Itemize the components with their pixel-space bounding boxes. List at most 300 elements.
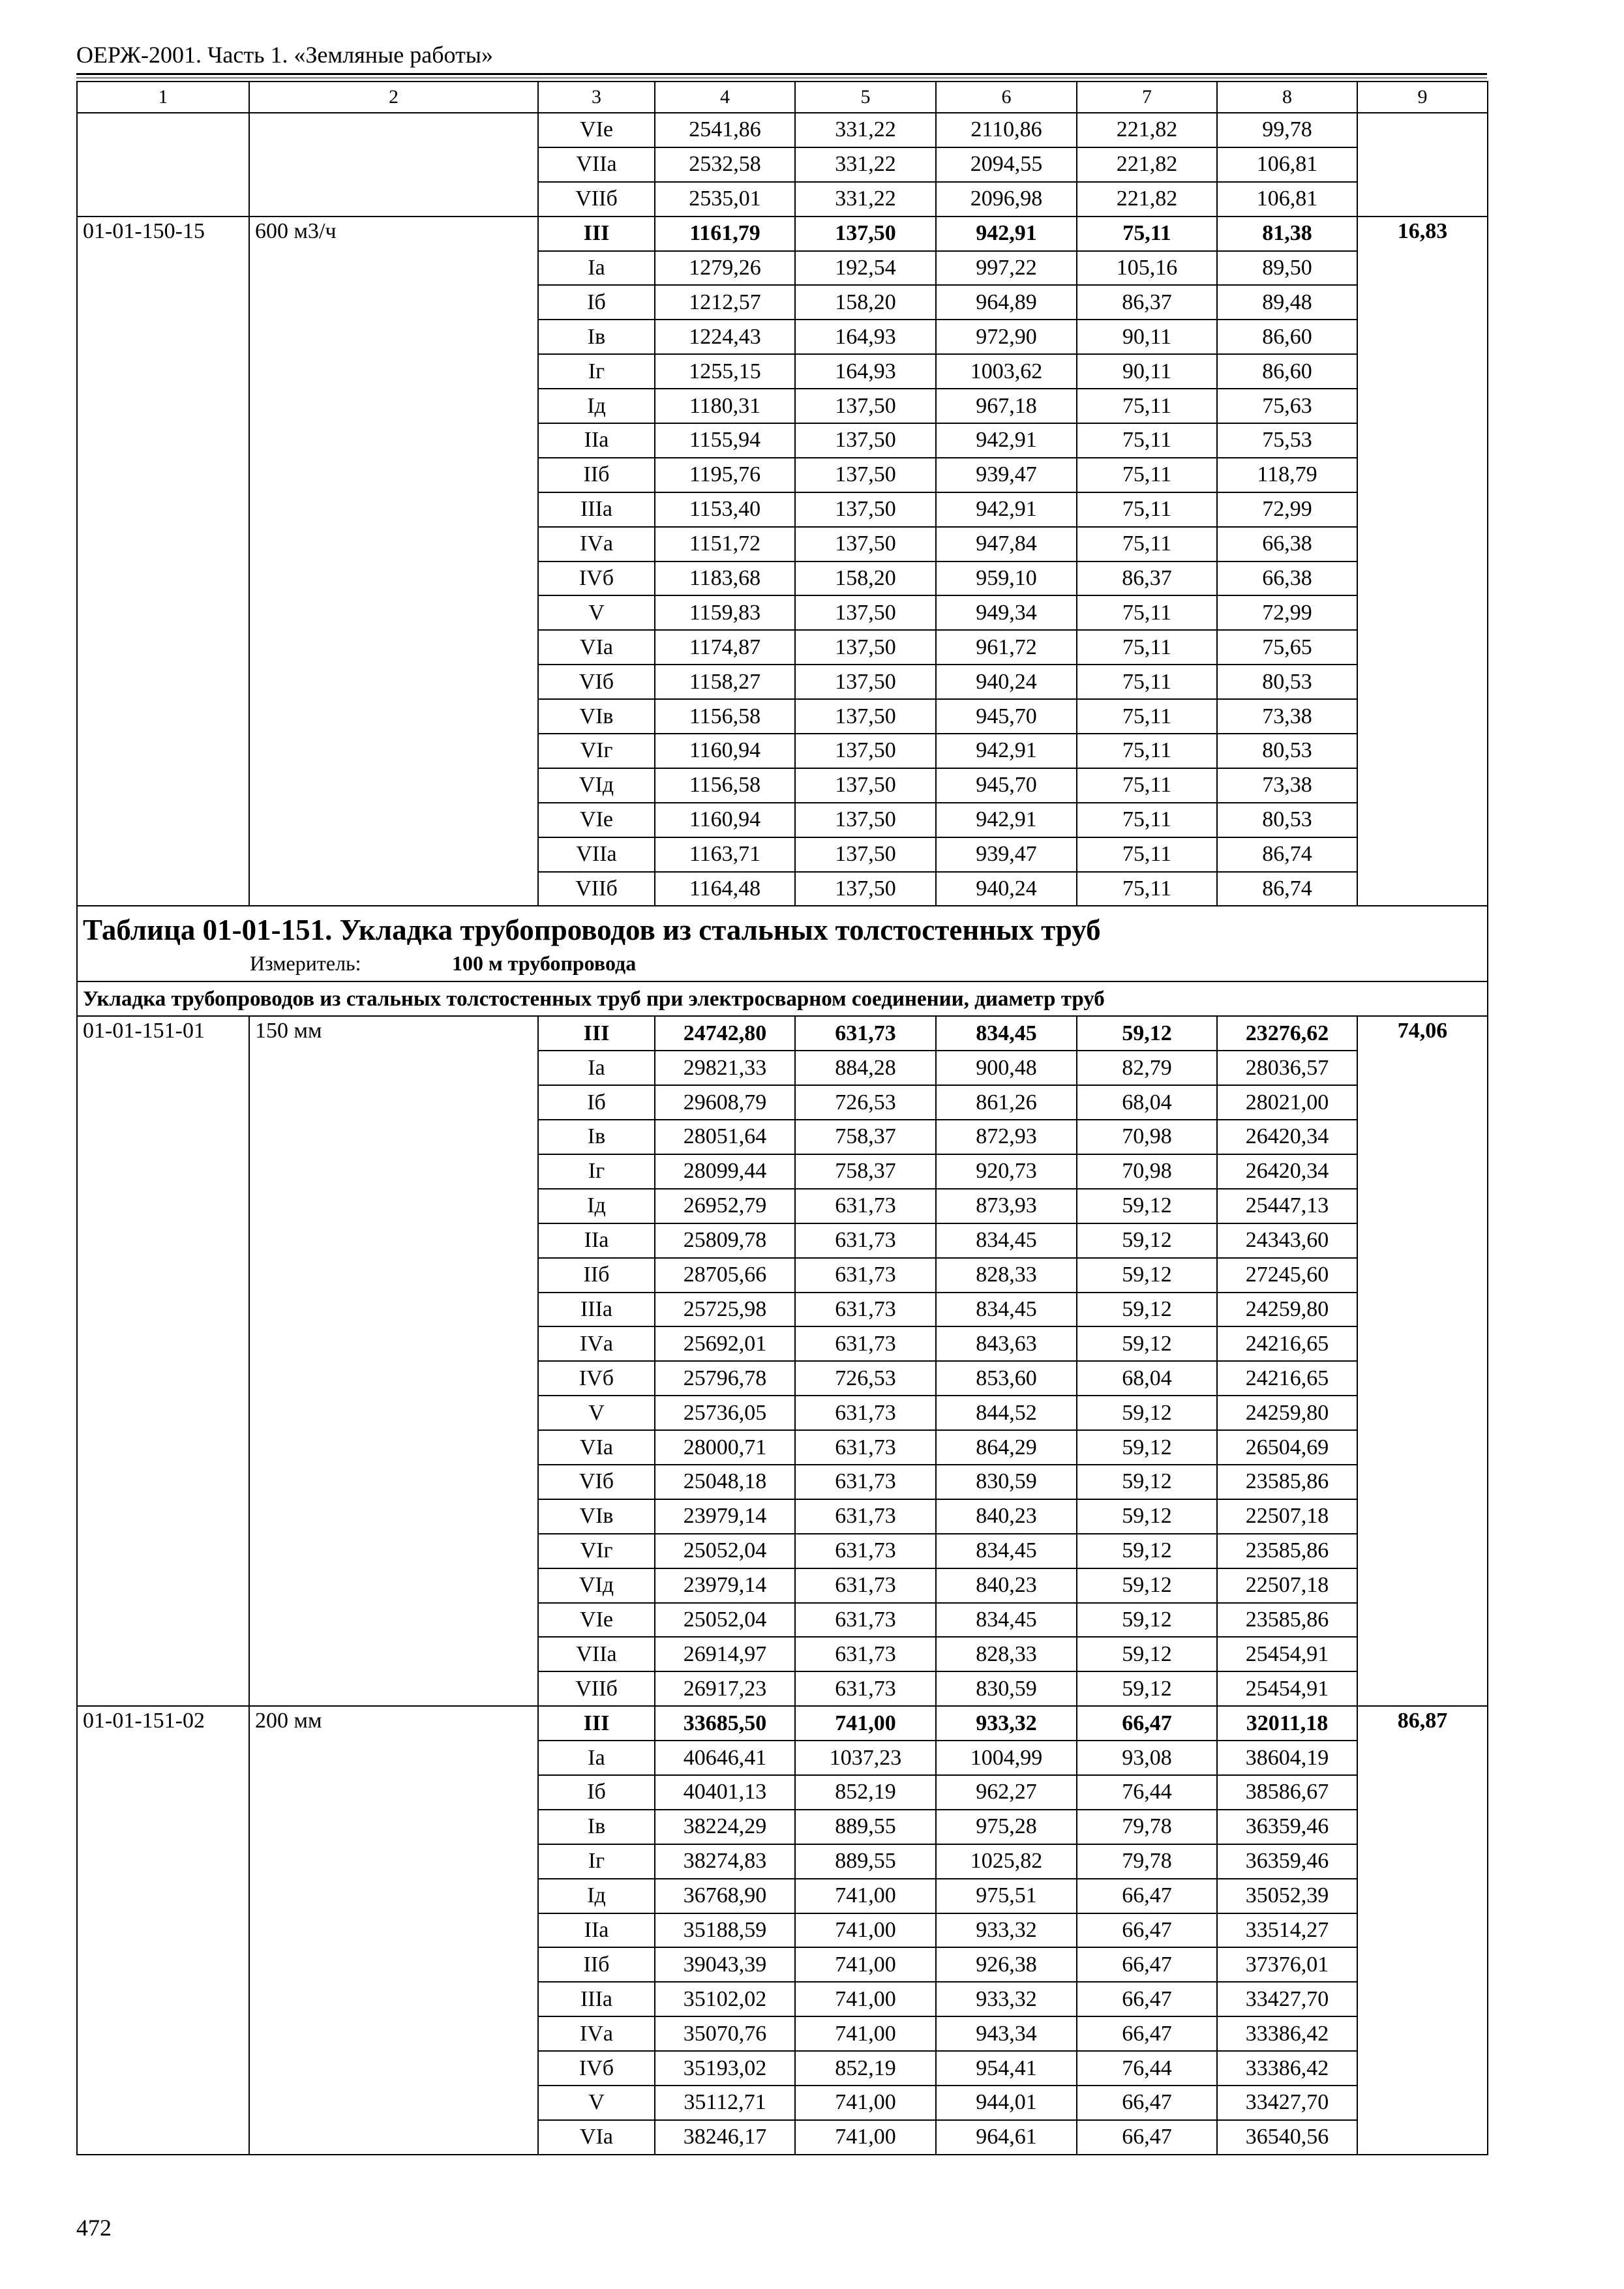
rate-code: [77, 1603, 249, 1638]
value-cell: 945,70: [936, 699, 1077, 734]
value-cell: 25447,13: [1217, 1189, 1357, 1223]
value-cell: 959,10: [936, 561, 1077, 596]
value-cell: 221,82: [1077, 182, 1217, 217]
value-cell: 972,90: [936, 320, 1077, 354]
column-number: 8: [1217, 82, 1357, 113]
value-cell: 59,12: [1077, 1016, 1217, 1051]
rate-name: [249, 561, 538, 596]
value-cell: 75,11: [1077, 630, 1217, 665]
value-cell: 25052,04: [655, 1534, 795, 1568]
price-zone: VIв: [538, 1499, 655, 1534]
table-row: [77, 1671, 1488, 1706]
value-cell: 79,78: [1077, 1810, 1217, 1844]
rate-code: [77, 734, 249, 768]
value-cell: 852,19: [795, 2051, 936, 2086]
value-cell: 26952,79: [655, 1189, 795, 1223]
value-cell: 1004,99: [936, 1741, 1077, 1775]
value-cell: 828,33: [936, 1637, 1077, 1671]
table-row: [77, 1223, 1488, 1258]
value-cell: 975,28: [936, 1810, 1077, 1844]
rate-name: [249, 1396, 538, 1430]
rate-name: [249, 734, 538, 768]
labor-cost: [1357, 872, 1488, 906]
value-cell: 137,50: [795, 768, 936, 803]
labor-cost: [1357, 768, 1488, 803]
value-cell: 80,53: [1217, 734, 1357, 768]
value-cell: 25454,91: [1217, 1671, 1357, 1706]
price-zone: VIа: [538, 1430, 655, 1465]
value-cell: 741,00: [795, 1947, 936, 1982]
rate-name: [249, 1568, 538, 1603]
header-rule: [76, 73, 1487, 75]
value-cell: 1183,68: [655, 561, 795, 596]
page-header-title: ОЕРЖ-2001. Часть 1. «Земляные работы»: [76, 42, 493, 68]
value-cell: 106,81: [1217, 147, 1357, 182]
value-cell: 1003,62: [936, 354, 1077, 389]
value-cell: 741,00: [795, 2016, 936, 2051]
value-cell: 93,08: [1077, 1741, 1217, 1775]
price-zone: IIб: [538, 458, 655, 492]
rate-name: [249, 803, 538, 837]
table-row: [77, 1120, 1488, 1154]
labor-cost: 86,87: [1357, 1706, 1488, 1741]
rate-code: [77, 492, 249, 527]
rate-code: [77, 1671, 249, 1706]
value-cell: 70,98: [1077, 1120, 1217, 1154]
rate-code: [77, 595, 249, 630]
column-number: 5: [795, 82, 936, 113]
value-cell: 137,50: [795, 492, 936, 527]
value-cell: 32011,18: [1217, 1706, 1357, 1741]
value-cell: 1158,27: [655, 665, 795, 699]
value-cell: 35188,59: [655, 1913, 795, 1948]
value-cell: 933,32: [936, 1706, 1077, 1741]
rate-code: [77, 458, 249, 492]
rate-name: [249, 113, 538, 147]
value-cell: 741,00: [795, 1879, 936, 1913]
rate-code: [77, 803, 249, 837]
value-cell: 1156,58: [655, 699, 795, 734]
rate-code: [77, 1326, 249, 1361]
labor-cost: [1357, 527, 1488, 561]
rate-name: [249, 1775, 538, 1810]
value-cell: 920,73: [936, 1154, 1077, 1189]
value-cell: 137,50: [795, 458, 936, 492]
value-cell: 741,00: [795, 1706, 936, 1741]
labor-cost: [1357, 458, 1488, 492]
labor-cost: [1357, 1258, 1488, 1293]
rate-code: [77, 1085, 249, 1120]
price-zone: Iв: [538, 320, 655, 354]
rate-code: [77, 1120, 249, 1154]
table-row: [77, 1465, 1488, 1499]
price-zone: Iб: [538, 1085, 655, 1120]
value-cell: 28705,66: [655, 1258, 795, 1293]
table-row: [77, 595, 1488, 630]
value-cell: 1180,31: [655, 389, 795, 423]
value-cell: 59,12: [1077, 1671, 1217, 1706]
rate-code: [77, 872, 249, 906]
table-row: [77, 354, 1488, 389]
value-cell: 59,12: [1077, 1499, 1217, 1534]
value-cell: 1155,94: [655, 423, 795, 458]
rate-name: [249, 1844, 538, 1879]
rate-name: [249, 1465, 538, 1499]
value-cell: 939,47: [936, 458, 1077, 492]
value-cell: 59,12: [1077, 1189, 1217, 1223]
table-row: [77, 1361, 1488, 1396]
value-cell: 975,51: [936, 1879, 1077, 1913]
rate-name: [249, 699, 538, 734]
value-cell: 942,91: [936, 423, 1077, 458]
table-row: [77, 527, 1488, 561]
column-number: 1: [77, 82, 249, 113]
value-cell: 22507,18: [1217, 1568, 1357, 1603]
table-row: [77, 1982, 1488, 2016]
value-cell: 66,38: [1217, 527, 1357, 561]
labor-cost: [1357, 2016, 1488, 2051]
price-zone: IIIа: [538, 492, 655, 527]
rate-code: [77, 1879, 249, 1913]
value-cell: 852,19: [795, 1775, 936, 1810]
value-cell: 942,91: [936, 803, 1077, 837]
value-cell: 964,61: [936, 2120, 1077, 2155]
value-cell: 26420,34: [1217, 1154, 1357, 1189]
value-cell: 66,47: [1077, 2086, 1217, 2120]
table-row: [77, 389, 1488, 423]
table-row: [77, 251, 1488, 286]
value-cell: 943,34: [936, 2016, 1077, 2051]
labor-cost: [1357, 1361, 1488, 1396]
price-zone: VIб: [538, 1465, 655, 1499]
value-cell: 59,12: [1077, 1223, 1217, 1258]
labor-cost: [1357, 837, 1488, 872]
value-cell: 942,91: [936, 734, 1077, 768]
rate-code: 01-01-151-01: [77, 1016, 249, 1051]
value-cell: 66,47: [1077, 1913, 1217, 1948]
value-cell: 33427,70: [1217, 2086, 1357, 2120]
rate-code: 01-01-150-15: [77, 217, 249, 251]
labor-cost: [1357, 1154, 1488, 1189]
price-zone: Iв: [538, 1810, 655, 1844]
labor-cost: [1357, 1810, 1488, 1844]
value-cell: 24216,65: [1217, 1361, 1357, 1396]
table-row: [77, 423, 1488, 458]
value-cell: 861,26: [936, 1085, 1077, 1120]
value-cell: 997,22: [936, 251, 1077, 286]
rate-name: [249, 1051, 538, 1085]
value-cell: 66,47: [1077, 1879, 1217, 1913]
rate-name: 200 мм: [249, 1706, 538, 1741]
rates-table: [76, 81, 1488, 2155]
value-cell: 106,81: [1217, 182, 1357, 217]
labor-cost: [1357, 251, 1488, 286]
rate-name: [249, 1913, 538, 1948]
value-cell: 1224,43: [655, 320, 795, 354]
value-cell: 23585,86: [1217, 1465, 1357, 1499]
rate-code: [77, 113, 249, 147]
labor-cost: [1357, 354, 1488, 389]
rate-code: [77, 1741, 249, 1775]
price-zone: Iд: [538, 1879, 655, 1913]
value-cell: 38246,17: [655, 2120, 795, 2155]
rate-code: [77, 1258, 249, 1293]
rate-name: [249, 1258, 538, 1293]
labor-cost: [1357, 2120, 1488, 2155]
labor-cost: [1357, 1223, 1488, 1258]
table-row: [77, 1913, 1488, 1948]
value-cell: 66,47: [1077, 2120, 1217, 2155]
value-cell: 75,65: [1217, 630, 1357, 665]
rate-code: [77, 699, 249, 734]
labor-cost: [1357, 492, 1488, 527]
value-cell: 59,12: [1077, 1603, 1217, 1638]
labor-cost: [1357, 1982, 1488, 2016]
labor-cost: 74,06: [1357, 1016, 1488, 1051]
rate-code: [77, 147, 249, 182]
value-cell: 59,12: [1077, 1534, 1217, 1568]
value-cell: 59,12: [1077, 1293, 1217, 1327]
value-cell: 137,50: [795, 699, 936, 734]
value-cell: 940,24: [936, 665, 1077, 699]
rate-code: [77, 1189, 249, 1223]
value-cell: 23585,86: [1217, 1603, 1357, 1638]
price-zone: V: [538, 595, 655, 630]
labor-cost: [1357, 1499, 1488, 1534]
rate-name: [249, 1430, 538, 1465]
value-cell: 834,45: [936, 1534, 1077, 1568]
value-cell: 830,59: [936, 1671, 1077, 1706]
rate-name: [249, 492, 538, 527]
value-cell: 26504,69: [1217, 1430, 1357, 1465]
value-cell: 59,12: [1077, 1430, 1217, 1465]
labor-cost: [1357, 147, 1488, 182]
table-row: [77, 1603, 1488, 1638]
value-cell: 28000,71: [655, 1430, 795, 1465]
price-zone: Iд: [538, 389, 655, 423]
labor-cost: [1357, 699, 1488, 734]
value-cell: 158,20: [795, 561, 936, 596]
table-title: Таблица 01-01-151. Укладка трубопроводов из стальных толстостенных труб: [83, 914, 1101, 947]
price-zone: Iа: [538, 1741, 655, 1775]
price-zone: VIд: [538, 768, 655, 803]
value-cell: 59,12: [1077, 1637, 1217, 1671]
value-cell: 25736,05: [655, 1396, 795, 1430]
value-cell: 33386,42: [1217, 2051, 1357, 2086]
rate-code: [77, 768, 249, 803]
value-cell: 840,23: [936, 1499, 1077, 1534]
value-cell: 884,28: [795, 1051, 936, 1085]
labor-cost: [1357, 320, 1488, 354]
value-cell: 39043,39: [655, 1947, 795, 1982]
value-cell: 35070,76: [655, 2016, 795, 2051]
price-zone: VIIа: [538, 147, 655, 182]
value-cell: 24742,80: [655, 1016, 795, 1051]
value-cell: 75,11: [1077, 389, 1217, 423]
price-zone: III: [538, 1706, 655, 1741]
column-numbers-row: [77, 82, 1488, 113]
value-cell: 1161,79: [655, 217, 795, 251]
rate-name: [249, 1361, 538, 1396]
value-cell: 962,27: [936, 1775, 1077, 1810]
column-number: 9: [1357, 82, 1488, 113]
value-cell: 631,73: [795, 1499, 936, 1534]
price-zone: VIIб: [538, 872, 655, 906]
value-cell: 631,73: [795, 1189, 936, 1223]
value-cell: 86,60: [1217, 354, 1357, 389]
rate-name: [249, 665, 538, 699]
value-cell: 926,38: [936, 1947, 1077, 1982]
value-cell: 89,48: [1217, 285, 1357, 320]
table-row: [77, 147, 1488, 182]
value-cell: 137,50: [795, 595, 936, 630]
value-cell: 90,11: [1077, 354, 1217, 389]
value-cell: 758,37: [795, 1120, 936, 1154]
table-row: [77, 217, 1488, 251]
labor-cost: [1357, 2051, 1488, 2086]
value-cell: 66,47: [1077, 1947, 1217, 1982]
value-cell: 331,22: [795, 147, 936, 182]
rate-code: [77, 2016, 249, 2051]
value-cell: 75,11: [1077, 872, 1217, 906]
value-cell: 741,00: [795, 2086, 936, 2120]
value-cell: 105,16: [1077, 251, 1217, 286]
table-row: [77, 1637, 1488, 1671]
value-cell: 99,78: [1217, 113, 1357, 147]
table-row: [77, 803, 1488, 837]
value-cell: 35112,71: [655, 2086, 795, 2120]
value-cell: 59,12: [1077, 1396, 1217, 1430]
price-zone: Iг: [538, 354, 655, 389]
value-cell: 1160,94: [655, 734, 795, 768]
value-cell: 33427,70: [1217, 1982, 1357, 2016]
value-cell: 1159,83: [655, 595, 795, 630]
value-cell: 25692,01: [655, 1326, 795, 1361]
labor-cost: [1357, 389, 1488, 423]
rate-name: [249, 837, 538, 872]
rate-code: [77, 1637, 249, 1671]
price-zone: VIб: [538, 665, 655, 699]
rate-code: [77, 423, 249, 458]
rate-code: [77, 561, 249, 596]
labor-cost: [1357, 1085, 1488, 1120]
rate-code: 01-01-151-02: [77, 1706, 249, 1741]
value-cell: 840,23: [936, 1568, 1077, 1603]
price-zone: VIв: [538, 699, 655, 734]
rate-name: [249, 354, 538, 389]
rate-code: [77, 1465, 249, 1499]
rate-name: [249, 527, 538, 561]
rate-name: [249, 251, 538, 286]
labor-cost: [1357, 1879, 1488, 1913]
rate-name: [249, 595, 538, 630]
table-row: [77, 285, 1488, 320]
value-cell: 26914,97: [655, 1637, 795, 1671]
table-row: [77, 630, 1488, 665]
price-zone: IIб: [538, 1947, 655, 1982]
value-cell: 2110,86: [936, 113, 1077, 147]
price-zone: VIе: [538, 113, 655, 147]
value-cell: 631,73: [795, 1223, 936, 1258]
table-row: [77, 182, 1488, 217]
table-row: [77, 1051, 1488, 1085]
value-cell: 75,11: [1077, 803, 1217, 837]
labor-cost: [1357, 1947, 1488, 1982]
value-cell: 2096,98: [936, 182, 1077, 217]
value-cell: 75,11: [1077, 768, 1217, 803]
price-zone: VIг: [538, 734, 655, 768]
value-cell: 631,73: [795, 1603, 936, 1638]
labor-cost: [1357, 595, 1488, 630]
value-cell: 36768,90: [655, 1879, 795, 1913]
value-cell: 75,11: [1077, 423, 1217, 458]
table-row: [77, 1085, 1488, 1120]
column-number: 2: [249, 82, 538, 113]
table-row: [77, 1499, 1488, 1534]
rate-name: [249, 1947, 538, 1982]
price-zone: VIIб: [538, 1671, 655, 1706]
column-number: 3: [538, 82, 655, 113]
price-zone: VIе: [538, 803, 655, 837]
value-cell: 40401,13: [655, 1775, 795, 1810]
table-row: [77, 2016, 1488, 2051]
value-cell: 25454,91: [1217, 1637, 1357, 1671]
value-cell: 1255,15: [655, 354, 795, 389]
value-cell: 830,59: [936, 1465, 1077, 1499]
price-zone: Iв: [538, 1120, 655, 1154]
value-cell: 81,38: [1217, 217, 1357, 251]
rate-code: [77, 389, 249, 423]
value-cell: 23979,14: [655, 1499, 795, 1534]
value-cell: 631,73: [795, 1258, 936, 1293]
value-cell: 82,79: [1077, 1051, 1217, 1085]
value-cell: 834,45: [936, 1603, 1077, 1638]
rate-code: [77, 1844, 249, 1879]
table-row: [77, 492, 1488, 527]
value-cell: 726,53: [795, 1361, 936, 1396]
rate-name: [249, 630, 538, 665]
value-cell: 28051,64: [655, 1120, 795, 1154]
price-zone: VIIа: [538, 1637, 655, 1671]
value-cell: 137,50: [795, 665, 936, 699]
value-cell: 939,47: [936, 837, 1077, 872]
value-cell: 631,73: [795, 1396, 936, 1430]
value-cell: 853,60: [936, 1361, 1077, 1396]
section-title: Укладка трубопроводов из стальных толстостенных труб при электросварном соединении, диаметр труб: [77, 981, 1488, 1016]
value-cell: 631,73: [795, 1671, 936, 1706]
table-row: [77, 699, 1488, 734]
value-cell: 1174,87: [655, 630, 795, 665]
value-cell: 28021,00: [1217, 1085, 1357, 1120]
value-cell: 25048,18: [655, 1465, 795, 1499]
value-cell: 726,53: [795, 1085, 936, 1120]
rate-name: [249, 458, 538, 492]
value-cell: 844,52: [936, 1396, 1077, 1430]
value-cell: 1156,58: [655, 768, 795, 803]
value-cell: 873,93: [936, 1189, 1077, 1223]
price-zone: IVа: [538, 1326, 655, 1361]
value-cell: 38274,83: [655, 1844, 795, 1879]
value-cell: 631,73: [795, 1016, 936, 1051]
price-zone: IIа: [538, 1223, 655, 1258]
value-cell: 80,53: [1217, 803, 1357, 837]
value-cell: 2535,01: [655, 182, 795, 217]
value-cell: 26917,23: [655, 1671, 795, 1706]
table-row: [77, 1947, 1488, 1982]
rate-name: [249, 768, 538, 803]
table-row: [77, 837, 1488, 872]
value-cell: 872,93: [936, 1120, 1077, 1154]
